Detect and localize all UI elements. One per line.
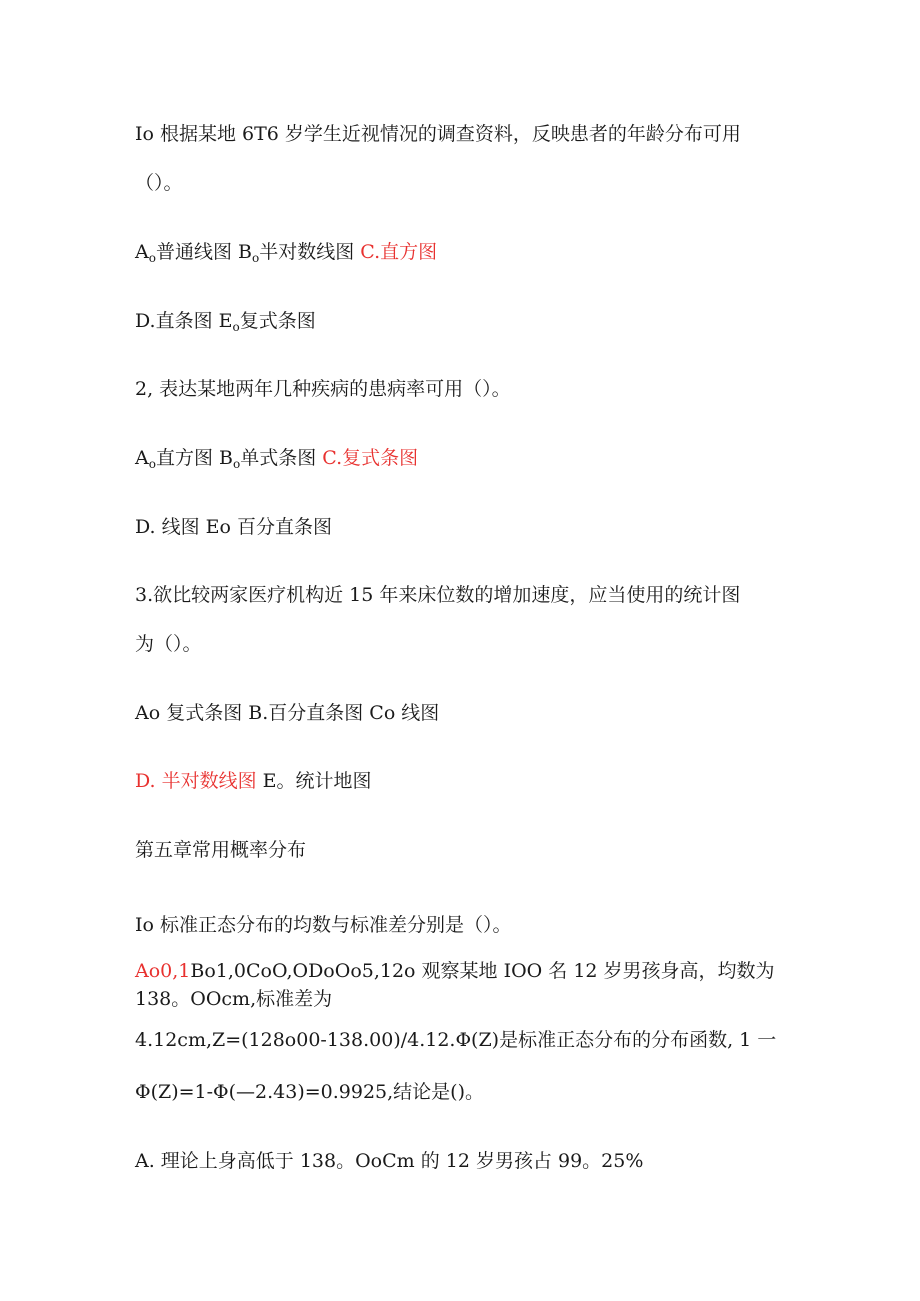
q2-option-a-text: 直方图 <box>155 447 220 469</box>
c5q1-answer: Ao0,1 <box>135 960 191 982</box>
c5q1-line3: 4.12cm,Z=(128o00-138.00)/4.12.Φ(Z)是标准正态分布的分布函数, 1 一 <box>135 1029 777 1051</box>
q1-options-abc <box>135 240 437 264</box>
q1-stem-line1: Io 根据某地 6T6 岁学生近视情况的调查资料，反映患者的年龄分布可用 <box>135 123 741 145</box>
q2-option-b-text: 单式条图 <box>240 447 323 469</box>
q2-option-c-answer: C.复式条图 <box>322 447 419 469</box>
q2-option-b-letter: B <box>219 447 233 469</box>
q1-option-e-letter: E <box>218 310 233 332</box>
q1-option-b-text: 半对数线图 <box>259 241 361 263</box>
q3-stem-line1: 3.欲比较两家医疗机构近 15 年来床位数的增加速度，应当使用的统计图 <box>135 584 741 606</box>
c5q1-options-line1 <box>135 959 775 983</box>
q1-option-e-sub: o <box>232 320 240 334</box>
q1-option-a-text: 普通线图 <box>155 241 239 263</box>
q2-option-b-sub: o <box>232 457 241 471</box>
q3-options-de <box>135 769 372 793</box>
q1-option-c-answer: C.直方图 <box>360 241 438 263</box>
q2-options-de: D. 线图 Eo 百分直条图 <box>135 516 333 538</box>
c5q1-option-a: A. 理论上身高低于 138。OoCm 的 12 岁男孩占 99。25% <box>135 1150 644 1172</box>
c5q1-rest-line1: Bo1,0CoO,ODoOo5,12o 观察某地 IOO 名 12 岁男孩身高，均数为 <box>190 960 775 982</box>
q1-options-de <box>135 309 316 333</box>
q2-stem: 2, 表达某地两年几种疾病的患病率可用（）。 <box>135 378 511 400</box>
c5q1-line2: 138。OOcm,标准差为 <box>135 988 333 1010</box>
q1-stem-line2: （）。 <box>135 172 183 194</box>
q2-option-a-sub: o <box>148 457 156 471</box>
q1-option-a-sub: o <box>148 251 156 265</box>
q2-option-a-letter: A <box>135 447 149 469</box>
q1-option-b-letter: B <box>238 241 252 263</box>
q3-option-e: E。统计地图 <box>256 770 372 792</box>
q3-stem-line2: 为（）。 <box>135 633 202 655</box>
c5q1-stem: Io 标准正态分布的均数与标准差分别是（）。 <box>135 914 512 936</box>
q3-option-d-answer: D. 半对数线图 <box>135 770 257 792</box>
q1-option-b-sub: o <box>251 251 260 265</box>
q1-option-a-letter: A <box>135 241 149 263</box>
q2-options-abc <box>135 446 418 470</box>
q1-option-d: D.直条图 <box>135 310 219 332</box>
q1-option-e-text: 复式条图 <box>239 310 316 332</box>
q3-options-abc: Ao 复式条图 B.百分直条图 Co 线图 <box>135 702 440 724</box>
c5q1-line4: Φ(Z)=1-Φ(—2.43)=0.9925,结论是()。 <box>135 1081 485 1103</box>
chapter-title: 第五章常用概率分布 <box>135 839 307 861</box>
